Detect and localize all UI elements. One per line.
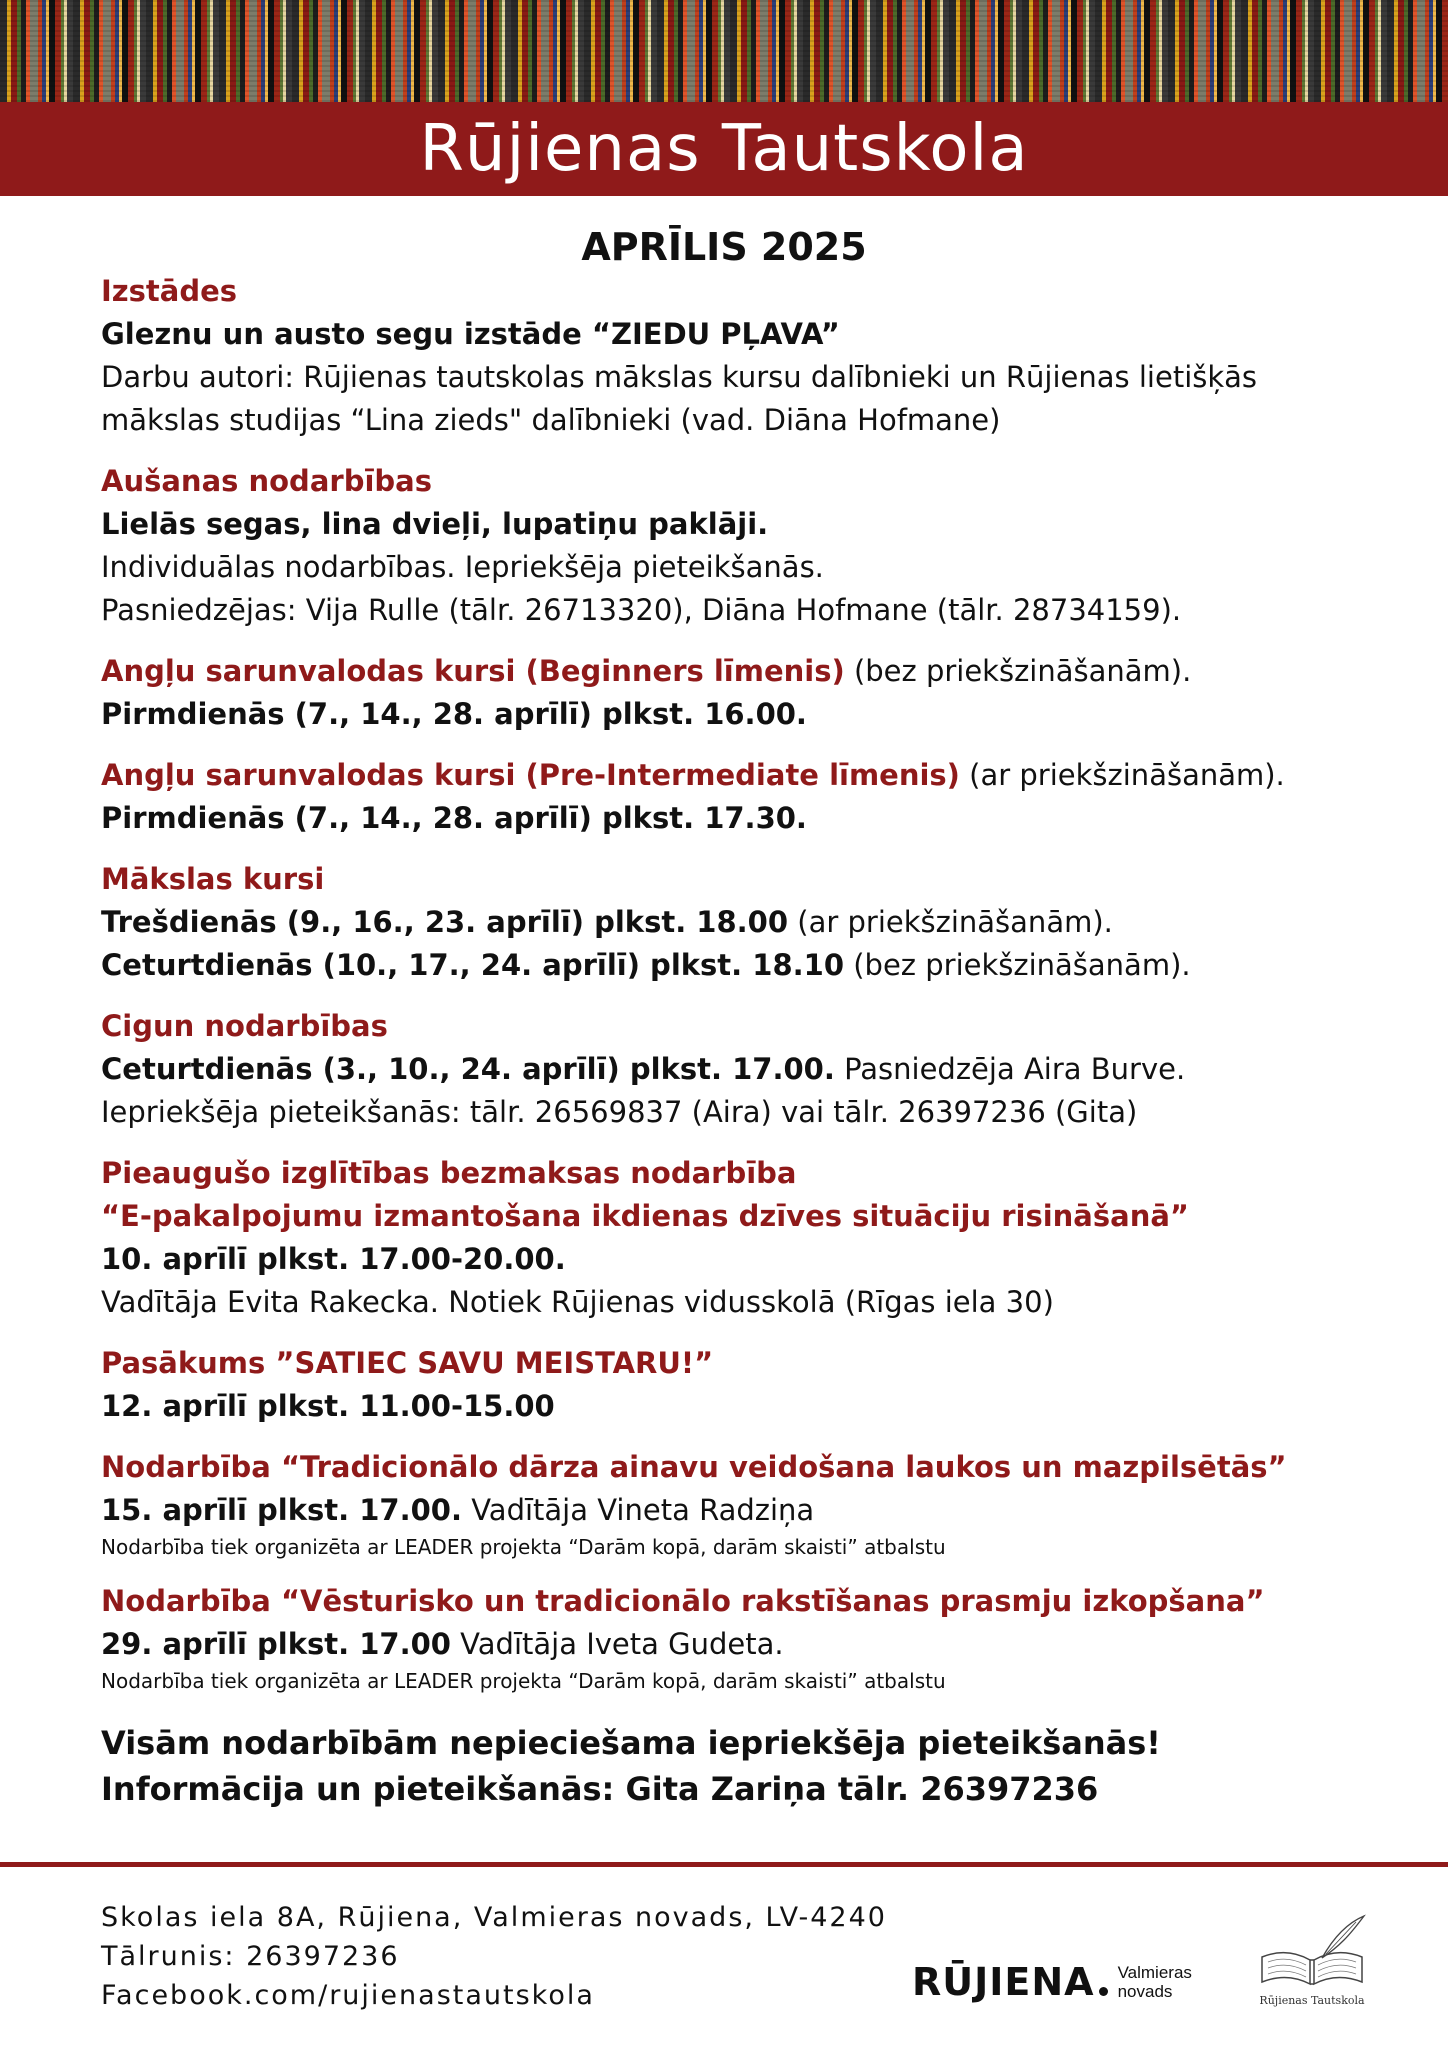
section-izstades: [101, 270, 1351, 442]
section-title: Pasākums ”SATIEC SAVU MEISTARU!”: [101, 1346, 714, 1380]
section-title: Angļu sarunvalodas kursi (Pre-Intermediate līmenis): [101, 758, 960, 792]
month-heading: APRĪLIS 2025: [581, 225, 867, 269]
section-time: Pirmdienās (7., 14., 28. aprīlī) plkst. 17.30.: [101, 801, 807, 835]
footer-facebook-link[interactable]: Facebook.com/rujienastautskola: [101, 1980, 595, 2011]
section-line: Pasniedzējas: Vija Rulle (tālr. 26713320), Diāna Hofmane (tālr. 28734159).: [101, 593, 1182, 627]
section-title: Angļu sarunvalodas kursi (Beginners līmenis): [101, 654, 845, 688]
section-time: Ceturtdienās (10., 17., 24. aprīlī) plkst. 18.10: [101, 948, 845, 982]
section-pieauguso: [101, 1152, 1351, 1324]
section-time: 12. aprīlī plkst. 11.00-15.00: [101, 1389, 555, 1423]
section-line: mākslas studijas “Lina zieds" dalībnieki (vad. Diāna Hofmane): [101, 403, 1001, 437]
footer-divider: [0, 1862, 1448, 1867]
section-time: Trešdienās (9., 16., 23. aprīlī) plkst. 18.00: [101, 905, 789, 939]
section-makslas-kursi: [101, 858, 1351, 987]
section-title-note: (ar priekšzināšanām).: [959, 758, 1285, 792]
section-subtitle: Lielās segas, lina dvieļi, lupatiņu paklāji.: [101, 507, 769, 541]
section-rakstisana: [101, 1580, 1351, 1696]
header-textile-pattern: [0, 0, 1448, 102]
section-cigun: [101, 1005, 1351, 1134]
section-time: Pirmdienās (7., 14., 28. aprīlī) plkst. 16.00.: [101, 697, 807, 731]
section-line: Individuālas nodarbības. Iepriekšēja pieteikšanās.: [101, 550, 824, 584]
section-time: 10. aprīlī plkst. 17.00-20.00.: [101, 1242, 566, 1276]
section-anglu-pre-intermediate: [101, 754, 1351, 840]
section-note: Nodarbība tiek organizēta ar LEADER projekta “Darām kopā, darām skaisti” atbalstu: [101, 1669, 946, 1693]
section-subtitle: “E-pakalpojumu izmantošana ikdienas dzīves situāciju risināšanā”: [101, 1199, 1189, 1233]
section-note: Nodarbība tiek organizēta ar LEADER projekta “Darām kopā, darām skaisti” atbalstu: [101, 1535, 946, 1559]
page-title: Rūjienas Tautskola: [0, 102, 1448, 196]
footer-contacts: [101, 1898, 887, 2015]
section-leader: Vadītāja Vineta Radziņa: [462, 1493, 815, 1527]
tautskola-book-logo: [1252, 1912, 1372, 2012]
section-anglu-beginners: [101, 650, 1351, 736]
section-time: Ceturtdienās (3., 10., 24. aprīlī) plkst. 17.00.: [101, 1052, 835, 1086]
section-line: Darbu autori: Rūjienas tautskolas mākslas kursu dalībnieki un Rūjienas lietišķās: [101, 360, 1258, 394]
section-ausana: [101, 460, 1351, 632]
section-title-note: (bez priekšzināšanām).: [844, 654, 1192, 688]
brand-dot-icon: [1099, 1987, 1108, 1996]
section-title: Cigun nodarbības: [101, 1009, 388, 1043]
content: [101, 222, 1351, 1812]
section-line: Iepriekšēja pieteikšanās: tālr. 26569837 (Aira) vai tālr. 26397236 (Gita): [101, 1095, 1138, 1129]
section-title: Nodarbība “Tradicionālo dārza ainavu veidošana laukos un mazpilsētās”: [101, 1450, 1287, 1484]
registration-line: Visām nodarbībām nepieciešama iepriekšēja pieteikšanās!: [101, 1724, 1161, 1762]
section-time: 29. aprīlī plkst. 17.00: [101, 1627, 451, 1661]
section-title: Aušanas nodarbības: [101, 464, 432, 498]
section-teacher: Pasniedzēja Aira Burve.: [834, 1052, 1186, 1086]
section-title: Izstādes: [101, 274, 238, 308]
brand-sub-line: novads: [1117, 1982, 1173, 2001]
registration-contact: Informācija un pieteikšanās: Gita Zariņa tālr. 26397236: [101, 1770, 1099, 1808]
open-book-quill-icon: [1252, 1912, 1372, 1992]
section-time: 15. aprīlī plkst. 17.00.: [101, 1493, 462, 1527]
registration-notice: [101, 1720, 1351, 1812]
rujiena-valmieras-logo: [912, 1952, 1192, 2012]
section-title: Pieaugušo izglītības bezmaksas nodarbība: [101, 1156, 797, 1190]
section-time-note: (ar priekšzināšanām).: [788, 905, 1113, 939]
section-title: Nodarbība “Vēsturisko un tradicionālo rakstīšanas prasmju izkopšana”: [101, 1584, 1265, 1618]
section-title: Mākslas kursi: [101, 862, 325, 896]
footer-address: Skolas iela 8A, Rūjiena, Valmieras novads, LV-4240: [101, 1902, 887, 1933]
brand-name: RŪJIENA: [912, 1960, 1095, 2004]
section-line: Vadītāja Evita Rakecka. Notiek Rūjienas vidusskolā (Rīgas iela 30): [101, 1285, 1054, 1319]
section-leader: Vadītāja Iveta Gudeta.: [450, 1627, 784, 1661]
footer-phone: Tālrunis: 26397236: [101, 1941, 400, 1972]
brand-subtitle: [1118, 1963, 1192, 2001]
section-subtitle: Gleznu un austo segu izstāde “ZIEDU PĻAVA”: [101, 317, 840, 351]
section-time-note: (bez priekšzināšanām).: [844, 948, 1191, 982]
logo-caption: Rūjienas Tautskola: [1259, 1994, 1365, 2007]
section-darza-ainavas: [101, 1446, 1351, 1562]
section-satiec: [101, 1342, 1351, 1428]
brand-sub-line: Valmieras: [1117, 1963, 1192, 1982]
